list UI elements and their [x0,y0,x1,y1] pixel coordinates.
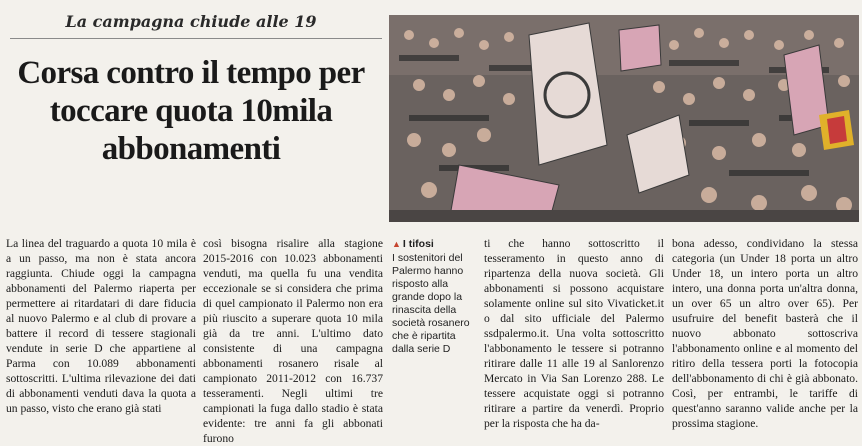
article-column-2: così bisogna risalire alla stagione 2015-2016 con 10.023 abbonamenti venduti, ma quella fu una vendita eccezionale se si considera che prima di quel campionato il Palermo non era più riuscito a superare quota 10 mila già da tre anni. L'ultimo dato consistente di una campagna abbonamenti rosanero risale al campionato 2011-2012 con 16.737 tesseramenti. Negli ultimi tre campionati la fuga dallo stadio è stata evidente: tre anni fa gli abbonati furono [203,237,383,445]
photo-caption [392,238,474,356]
caption-text: I sostenitori del Palermo hanno risposto alla grande dopo la rinascita della società rosanero che è ripartita dalla serie D [392,252,470,355]
article-column-1: La linea del traguardo a quota 10 mila è a un passo, ma non è stata ancora raggiunta. Chiude oggi la campagna abbonamenti del Palermo riaperta per permettere ai ritardatari di dare fiducia al nuovo Palermo e al club di provare a battere il record di tessere stagionali vendute in serie D che appartiene al Parma con 10.089 abbonamenti sottoscritti. L'ultima rilevazione dei dati di abbonamenti venduti dava la quota a un passo, visto che erano già stati [6,237,196,415]
kicker-rule [10,38,382,39]
photo-fans [389,15,859,222]
kicker: La campagna chiude alle 19 [65,12,317,31]
headline: Corsa contro il tempo per toccare quota 10mila abbonamenti [17,55,365,167]
article-column-4: bona adesso, condividano la stessa categoria (un Under 18 porta un altro Under 18, un intero porta un altro intero, una donna porta un'altra donna, un over 65 un altro over 65). Per usufruire del benefit basterà che il nuovo abbonato sottoscriva l'abbonamento online e al momento del ritiro della tessera porti la fotocopia dell'abbonamento di chi è già abbonato. Così, per entrambi, le tariffe di quest'anno saranno valide anche per la prossima stagione. [672,237,858,430]
triangle-icon: ▲ [392,239,401,249]
caption-title: I tifosi [402,238,434,250]
article-column-3: ti che hanno sottoscritto il tesseramento in questo anno di ripartenza della nuova società. Gli abbonamenti si possono acquistare solamente online sul sito Vivaticket.it o dal sito ufficiale del Palermo ssdpalermo.it. Una volta sottoscritto l'abbonamento le tessere si potranno ritirare dalle 11 alle 19 al Sanlorenzo Mercato in Via San Lorenzo 288. Le tessere acquistate oggi si potranno ritirare a partire da venerdì. Proprio per la risposta che ha da- [484,237,664,430]
